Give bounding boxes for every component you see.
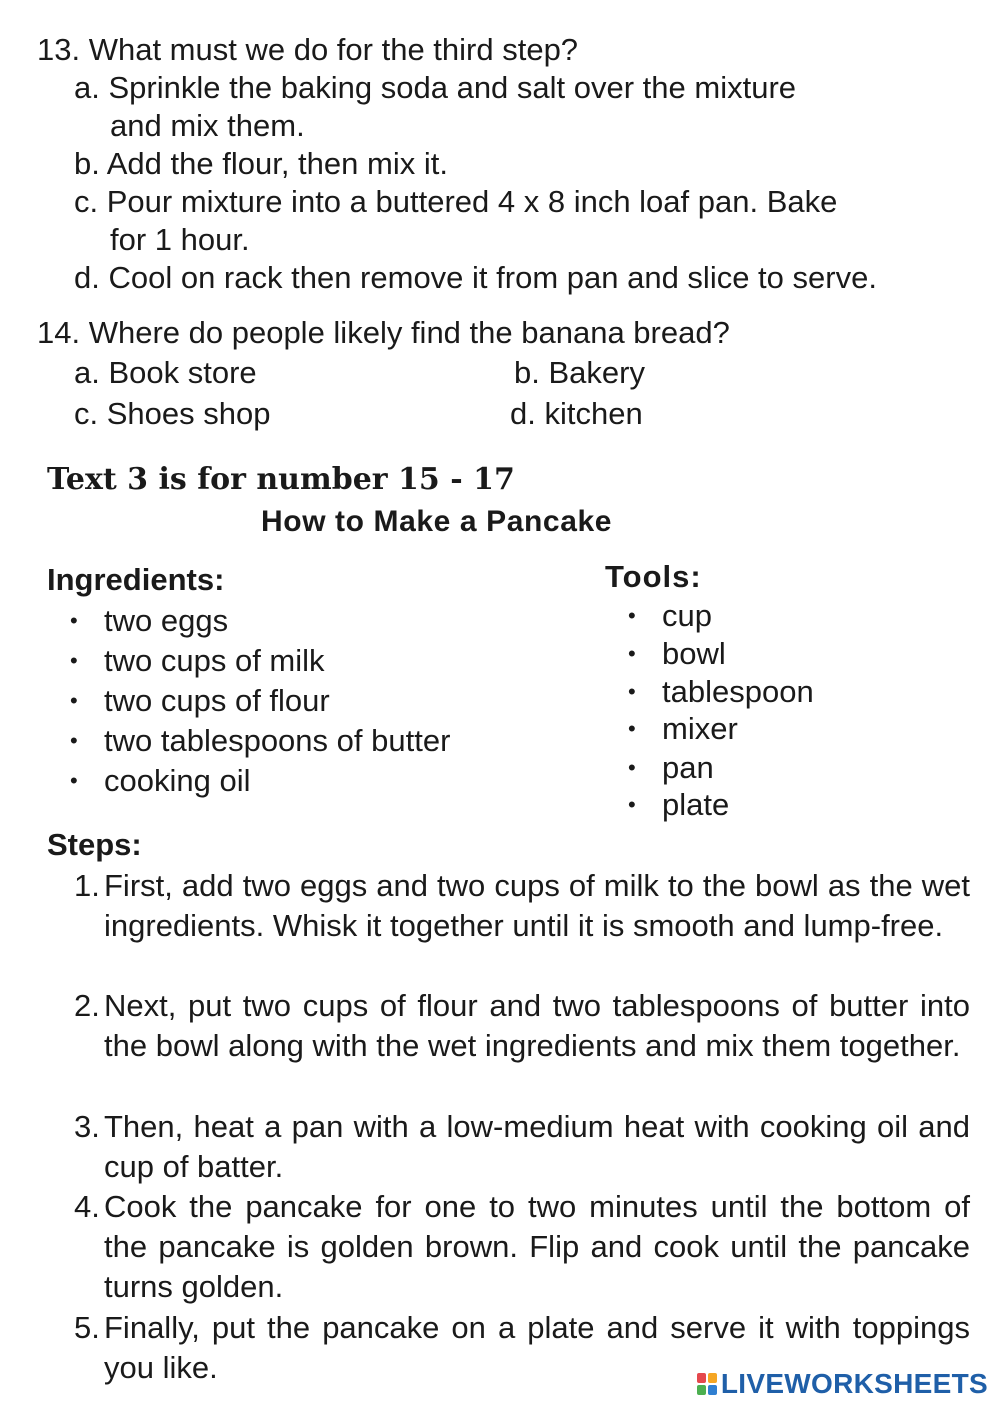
step-item bbox=[74, 986, 970, 1066]
q14-option-a[interactable]: a. Book store bbox=[74, 355, 257, 390]
tool-text: pan bbox=[662, 750, 714, 785]
bullet-icon: • bbox=[628, 603, 636, 628]
step-number: 3. bbox=[74, 1109, 100, 1144]
bullet-icon: • bbox=[628, 792, 636, 817]
ingredient-text: two tablespoons of butter bbox=[104, 723, 451, 758]
bullet-icon: • bbox=[628, 716, 636, 741]
logo-text: LIVEWORKSHEETS bbox=[720, 1368, 988, 1399]
bullet-icon: • bbox=[70, 688, 78, 713]
text3-heading: Text 3 is for number 15 - 17 bbox=[47, 462, 515, 497]
bullet-icon: • bbox=[70, 728, 78, 753]
q14-question: 14. Where do people likely find the banana bread? bbox=[37, 315, 730, 350]
q13-option-b[interactable]: b. Add the flour, then mix it. bbox=[74, 146, 448, 181]
step-number: 2. bbox=[74, 988, 100, 1023]
step-number: 1. bbox=[74, 868, 100, 903]
tool-text: bowl bbox=[662, 636, 726, 671]
ingredient-text: two cups of flour bbox=[104, 683, 330, 718]
step-text: First, add two eggs and two cups of milk to the bowl as the wet ingredients. Whisk it together until it is smooth and lump-free. bbox=[104, 868, 970, 943]
tools-label: Tools: bbox=[605, 559, 702, 594]
bullet-icon: • bbox=[628, 679, 636, 704]
q14-option-c[interactable]: c. Shoes shop bbox=[74, 396, 271, 431]
q13-question: 13. What must we do for the third step? bbox=[37, 32, 579, 67]
ingredients-label: Ingredients: bbox=[47, 562, 225, 597]
bullet-icon: • bbox=[628, 641, 636, 666]
bullet-icon: • bbox=[70, 648, 78, 673]
step-text: Cook the pancake for one to two minutes until the bottom of the pancake is golden brown. Flip and cook until the pancake turns golden. bbox=[104, 1189, 970, 1304]
tool-text: tablespoon bbox=[662, 674, 814, 709]
tool-text: mixer bbox=[662, 711, 738, 746]
bullet-icon: • bbox=[70, 768, 78, 793]
step-item bbox=[74, 866, 970, 946]
step-text: Then, heat a pan with a low-medium heat with cooking oil and cup of batter. bbox=[104, 1109, 970, 1184]
ingredient-text: cooking oil bbox=[104, 763, 251, 798]
recipe-title: How to Make a Pancake bbox=[261, 505, 613, 538]
bullet-icon: • bbox=[70, 608, 78, 633]
step-number: 5. bbox=[74, 1310, 100, 1345]
tool-text: cup bbox=[662, 598, 712, 633]
logo-mark-icon bbox=[697, 1373, 717, 1395]
step-text: Finally, put the pancake on a plate and serve it with toppings you like. bbox=[104, 1310, 970, 1385]
ingredient-text: two cups of milk bbox=[104, 643, 325, 678]
q13-option-a-continued: and mix them. bbox=[110, 108, 305, 143]
ingredient-text: two eggs bbox=[104, 603, 229, 638]
liveworksheets-logo bbox=[697, 1368, 988, 1400]
bullet-icon: • bbox=[628, 755, 636, 780]
step-item bbox=[74, 1107, 970, 1187]
step-text: Next, put two cups of flour and two tablespoons of butter into the bowl along with the wet ingredients and mix them together. bbox=[104, 988, 970, 1063]
step-item bbox=[74, 1187, 970, 1307]
tool-text: plate bbox=[662, 787, 730, 822]
step-number: 4. bbox=[74, 1189, 100, 1224]
q14-option-b[interactable]: b. Bakery bbox=[514, 355, 645, 390]
q13-option-a[interactable]: a. Sprinkle the baking soda and salt over the mixture bbox=[74, 70, 797, 105]
q13-option-c[interactable]: c. Pour mixture into a buttered 4 x 8 inch loaf pan. Bake bbox=[74, 184, 838, 219]
q13-option-d[interactable]: d. Cool on rack then remove it from pan and slice to serve. bbox=[74, 260, 877, 295]
q14-option-d[interactable]: d. kitchen bbox=[510, 396, 643, 431]
q13-option-c-continued: for 1 hour. bbox=[110, 222, 250, 257]
steps-label: Steps: bbox=[47, 827, 142, 862]
